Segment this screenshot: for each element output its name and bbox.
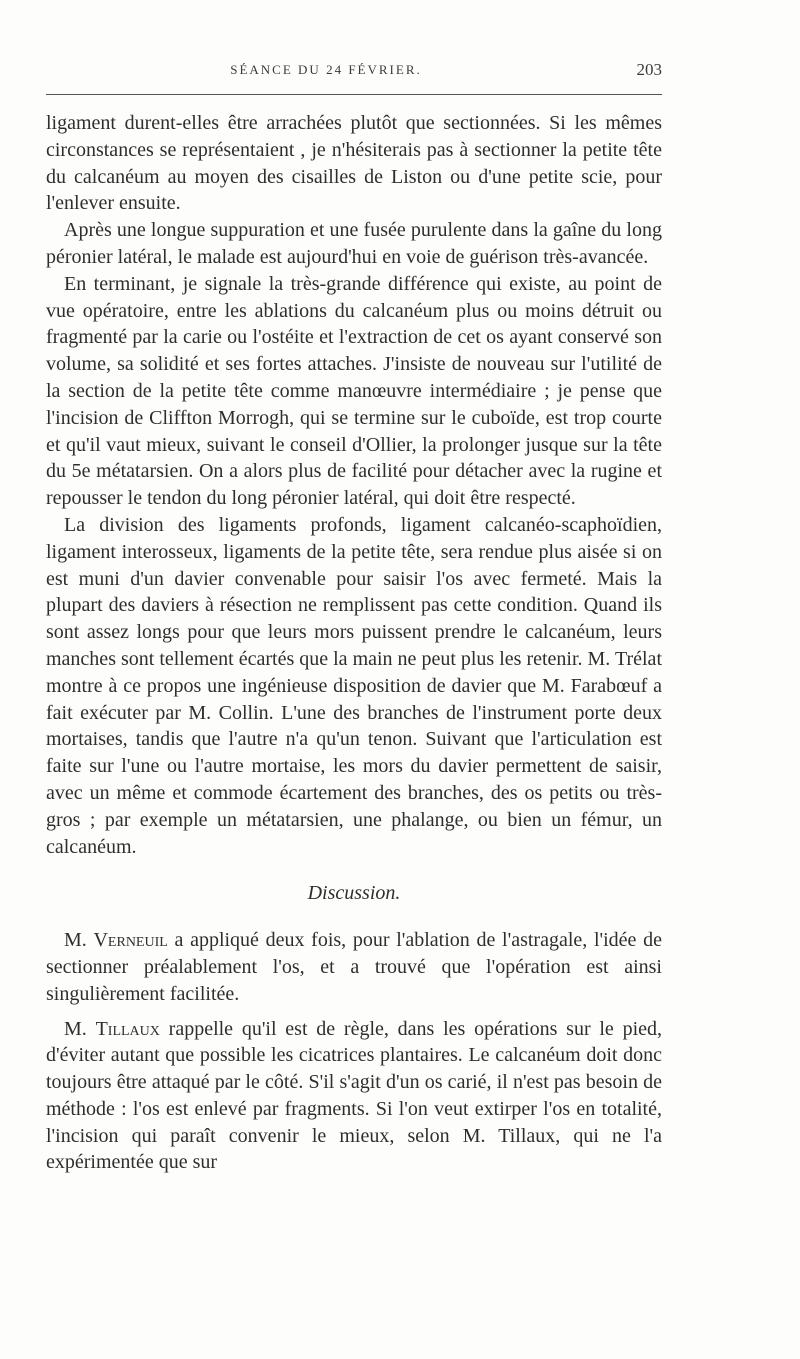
- paragraph-tillaux: [46, 1016, 662, 1177]
- paragraph-gap: [46, 1008, 662, 1016]
- tillaux-name: Tillaux: [95, 1017, 160, 1040]
- body-text: [46, 110, 662, 1176]
- paragraph-continuation: ligament durent-elles être arrachées plutôt que sectionnées. Si les mêmes circonstances se représentaient , je n'hésiterais pas à sectionner la petite tête du calcanéum au moyen des cisailles de Liston ou d'une petite scie, pour l'enlever ensuite.: [46, 112, 662, 215]
- paragraph-verneuil: [46, 927, 662, 1007]
- discussion-heading: Discussion.: [307, 882, 401, 905]
- paragraph-division-ligaments: La division des ligaments profonds, ligament calcanéo-scaphoïdien, ligament interosseux, ligaments de la petite tête, sera rendue plus aisée si on est muni d'un davier convenable pour saisir l'os avec fermeté. Mais la plupart des daviers à résection ne remplissent pas cette condition. Quand ils sont assez longs pour que leurs mors puissent prendre le calcanéum, leurs manches sont tellement écartés que la main ne peut plus les retenir. M. Trélat montre à ce propos une ingénieuse disposition de davier que M. Farabœuf a fait exécuter par M. Collin. L'une des branches de l'instrument porte deux mortaises, tandis que l'autre n'a qu'un tenon. Suivant que l'articulation est faite sur l'une ou l'autre mortaise, les mors du davier permettent de saisir, avec un même et commode écartement des branches, des os petits ou très-gros ; par exemple un métatarsien, une phalange, ou bien un fémur, un calcanéum.: [46, 513, 662, 858]
- verneuil-text: a appliqué deux fois, pour l'ablation de l'astragale, l'idée de sectionner préalablement l'os, et a trouvé que l'opération est ainsi singulièrement facilitée.: [46, 929, 662, 1005]
- header-title: SÉANCE DU 24 FÉVRIER.: [230, 62, 422, 77]
- verneuil-prefix: M.: [64, 929, 87, 952]
- paragraph-suppuration: Après une longue suppuration et une fusée purulente dans la gaîne du long péronier latéral, le malade est aujourd'hui en voie de guérison très-avancée.: [46, 219, 662, 268]
- paragraph-en-terminant: En terminant, je signale la très-grande différence qui existe, au point de vue opératoire, entre les ablations du calcanéum plus ou moins détruit ou fragmenté par la carie ou l'ostéite et l'extraction de cet os ayant conservé son volume, sa solidité et ses fortes attaches. J'insiste de nouveau sur l'utilité de la section de la petite tête comme manœuvre intermédiaire ; je pense que l'incision de Cliffton Morrogh, qui se termine sur le cuboïde, est trop courte et qu'il vaut mieux, suivant le conseil d'Ollier, la prolonger jusque sur la tête du 5e métatarsien. On a alors plus de facilité pour détacher avec la rugine et repousser le tendon du long péronier latéral, qui doit être respecté.: [46, 272, 662, 510]
- page-number: 203: [636, 60, 662, 79]
- header-rule: [46, 94, 662, 95]
- verneuil-name: Verneuil: [93, 929, 168, 952]
- tillaux-prefix: M.: [64, 1017, 87, 1040]
- running-head: [46, 58, 662, 82]
- tillaux-text: rappelle qu'il est de règle, dans les opérations sur le pied, d'éviter autant que possible les cicatrices plantaires. Le calcanéum doit donc toujours être attaqué par le côté. S'il s'agit d'un os carié, il n'est pas besoin de méthode : l'os est enlevé par fragments. Si l'on veut extirper l'os en totalité, l'incision qui paraît convenir le mieux, selon M. Tillaux, qui ne l'a expérimentée que sur: [46, 1017, 662, 1174]
